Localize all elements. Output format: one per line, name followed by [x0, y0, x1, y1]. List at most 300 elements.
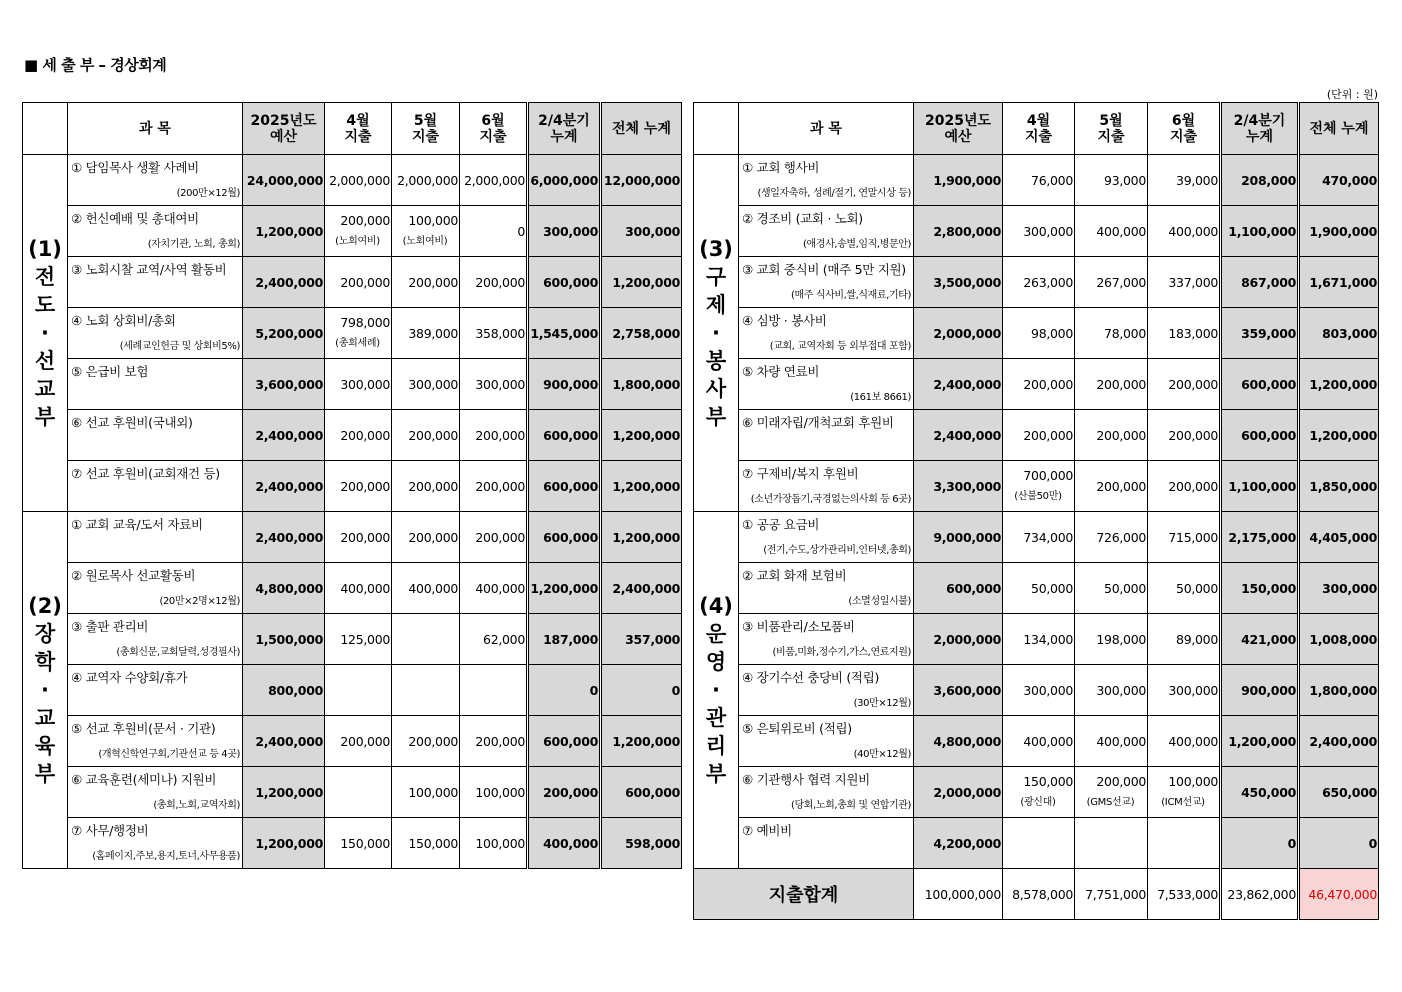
table-row [23, 359, 682, 410]
apr-cell: 76,000 [1003, 155, 1075, 206]
department-char: 운 [705, 622, 727, 646]
item-cell [68, 818, 243, 869]
total-cell: 1,800,000 [601, 359, 682, 410]
total-cell: 1,800,000 [1299, 665, 1379, 716]
item-cell [68, 155, 243, 206]
jun-cell: 100,000 [460, 818, 528, 869]
jun-cell: 200,000 [460, 512, 528, 563]
may-cell: 200,000 [1075, 359, 1148, 410]
jun-cell: 200,000 [1148, 359, 1221, 410]
jun-cell [1148, 818, 1221, 869]
item-cell [739, 410, 914, 461]
may-cell: 200,000 [1075, 461, 1148, 512]
may-cell: 400,000 [392, 563, 460, 614]
item-cell [68, 359, 243, 410]
apr-cell: 125,000 [325, 614, 392, 665]
total-cell: 300,000 [1299, 563, 1379, 614]
total-cell: 650,000 [1299, 767, 1379, 818]
budget-cell: 5,200,000 [243, 308, 325, 359]
may-cell: 400,000 [1075, 206, 1148, 257]
total-cell: 803,000 [1299, 308, 1379, 359]
header-may-line1: 5월 [413, 112, 438, 129]
table-row [694, 767, 1379, 818]
q2-cell: 1,200,000 [528, 563, 601, 614]
header-row [694, 103, 1379, 155]
jun-cell: 200,000 [460, 716, 528, 767]
q2-cell: 200,000 [528, 767, 601, 818]
item-name: ⑦ 선교 후원비(교회재건 등) [71, 466, 220, 481]
header-jun-line2: 지출 [479, 128, 507, 145]
may-cell: 267,000 [1075, 257, 1148, 308]
grand-total-budget: 100,000,000 [914, 869, 1003, 920]
item-cell [68, 206, 243, 257]
item-note: (200만×12월) [176, 188, 240, 199]
total-cell: 600,000 [601, 767, 682, 818]
q2-cell: 359,000 [1221, 308, 1299, 359]
department-char: 전 [34, 265, 56, 289]
budget-cell: 1,900,000 [914, 155, 1003, 206]
item-cell [739, 257, 914, 308]
may-cell: 300,000 [1075, 665, 1148, 716]
may-cell: 150,000 [392, 818, 460, 869]
apr-cell: 400,000 [325, 563, 392, 614]
department-char: 관 [705, 706, 727, 730]
jun-cell [460, 665, 528, 716]
may-cell: 200,000 [392, 512, 460, 563]
apr-cell: 263,000 [1003, 257, 1075, 308]
may-cell [392, 614, 460, 665]
item-cell [68, 563, 243, 614]
apr-cell: 400,000 [1003, 716, 1075, 767]
header-q2 [528, 103, 601, 155]
header-apr-line1: 4월 [346, 112, 370, 129]
header-apr [1003, 103, 1075, 155]
header-jun-line1: 6월 [481, 112, 505, 129]
apr-cell: 200,000 [325, 512, 392, 563]
header-jun-line1: 6월 [1171, 112, 1196, 129]
may-cell-note: (GMS선교) [1086, 796, 1135, 808]
item-name: ④ 노회 상회비/총회 [71, 313, 176, 328]
total-cell: 1,200,000 [601, 410, 682, 461]
table-row [694, 308, 1379, 359]
jun-cell: 400,000 [460, 563, 528, 614]
apr-cell: 200,000 [325, 410, 392, 461]
total-cell: 598,000 [601, 818, 682, 869]
q2-cell: 0 [1221, 818, 1299, 869]
may-cell: 400,000 [1075, 716, 1148, 767]
header-item: 과 목 [739, 103, 914, 155]
q2-cell: 2,175,000 [1221, 512, 1299, 563]
header-may-line2: 지출 [411, 128, 440, 145]
jun-cell: 358,000 [460, 308, 528, 359]
total-cell: 2,400,000 [601, 563, 682, 614]
item-name: ① 교회 행사비 [742, 160, 820, 175]
header-budget-line1: 2025년도 [250, 112, 317, 129]
table-row [23, 155, 682, 206]
apr-cell-value: 798,000 [340, 314, 390, 330]
q2-cell: 1,545,000 [528, 308, 601, 359]
department-char: · [41, 678, 49, 702]
jun-cell: 39,000 [1148, 155, 1221, 206]
budget-cell: 3,500,000 [914, 257, 1003, 308]
apr-cell: 200,000 [325, 257, 392, 308]
grand-total-jun: 7,533,000 [1148, 869, 1221, 920]
item-note: (161보 8661) [850, 392, 911, 403]
department-char: 봉 [705, 349, 727, 373]
item-name: ② 원로목사 선교활동비 [71, 568, 196, 583]
budget-cell: 2,400,000 [243, 257, 325, 308]
may-cell [1075, 818, 1148, 869]
apr-cell: 300,000 [1003, 665, 1075, 716]
table-row [23, 614, 682, 665]
budget-cell: 2,000,000 [914, 614, 1003, 665]
department-char: 부 [705, 405, 727, 429]
budget-cell: 2,800,000 [914, 206, 1003, 257]
department-char: 부 [34, 762, 56, 786]
item-cell [68, 512, 243, 563]
total-cell: 300,000 [601, 206, 682, 257]
item-name: ② 헌신예배 및 총대여비 [71, 211, 199, 226]
header-apr-line2: 지출 [344, 128, 372, 145]
total-cell: 4,405,000 [1299, 512, 1379, 563]
header-jun-line2: 지출 [1169, 128, 1198, 145]
apr-cell: 200,000 [1003, 410, 1075, 461]
jun-cell [1148, 767, 1221, 818]
may-cell: 200,000 [392, 461, 460, 512]
grand-total-total: 46,470,000 [1299, 869, 1379, 920]
header-apr-line1: 4월 [1026, 112, 1051, 129]
apr-cell: 2,000,000 [325, 155, 392, 206]
table-row [23, 512, 682, 563]
total-cell: 1,900,000 [1299, 206, 1379, 257]
item-cell [68, 308, 243, 359]
q2-cell: 400,000 [528, 818, 601, 869]
department-char: 교 [34, 706, 56, 730]
header-q2-line1: 2/4분기 [538, 112, 590, 129]
jun-cell: 2,000,000 [460, 155, 528, 206]
grand-total-row [694, 869, 1379, 920]
table-row [694, 359, 1379, 410]
budget-cell: 2,400,000 [914, 410, 1003, 461]
may-cell [392, 206, 460, 257]
item-name: ⑥ 선교 후원비(국내외) [71, 415, 193, 430]
apr-cell-note: (광신대) [1020, 796, 1056, 808]
item-cell [739, 716, 914, 767]
apr-cell: 50,000 [1003, 563, 1075, 614]
item-note: (전기,수도,상가관리비,인터넷,총회) [763, 545, 911, 556]
header-may-line2: 지출 [1097, 128, 1125, 145]
jun-cell: 200,000 [1148, 410, 1221, 461]
item-note: (소멸성일시불) [848, 596, 911, 607]
item-name: ④ 장기수선 충당비 (적립) [742, 670, 880, 685]
table-row [23, 767, 682, 818]
item-note: (홈페이지,주보,용지,토너,사무용품) [92, 851, 240, 862]
budget-cell: 24,000,000 [243, 155, 325, 206]
department-char: · [712, 678, 720, 702]
header-q2 [1221, 103, 1299, 155]
apr-cell: 300,000 [325, 359, 392, 410]
q2-cell: 600,000 [528, 716, 601, 767]
may-cell: 200,000 [392, 257, 460, 308]
item-name: ⑥ 미래자립/개척교회 후원비 [742, 415, 894, 430]
item-name: ⑤ 은급비 보험 [71, 364, 149, 379]
table-row [23, 257, 682, 308]
item-note: (세례교인헌금 및 상회비5%) [119, 341, 240, 352]
header-item: 과 목 [68, 103, 243, 155]
total-cell: 2,400,000 [1299, 716, 1379, 767]
jun-cell: 300,000 [1148, 665, 1221, 716]
may-cell: 726,000 [1075, 512, 1148, 563]
q2-cell: 300,000 [528, 206, 601, 257]
budget-cell: 2,400,000 [914, 359, 1003, 410]
jun-cell: 200,000 [460, 410, 528, 461]
unit-label: (단위 : 원) [1326, 88, 1378, 101]
item-cell [739, 614, 914, 665]
header-may [1075, 103, 1148, 155]
total-cell: 1,008,000 [1299, 614, 1379, 665]
budget-cell: 2,400,000 [243, 512, 325, 563]
budget-cell: 600,000 [914, 563, 1003, 614]
header-budget-line2: 예산 [944, 128, 972, 145]
may-cell: 2,000,000 [392, 155, 460, 206]
jun-cell: 337,000 [1148, 257, 1221, 308]
budget-cell: 2,000,000 [914, 767, 1003, 818]
item-note: (총회,노회,교역자회) [153, 800, 240, 811]
item-note: (자치기관, 노회, 총회) [147, 239, 240, 250]
table-row [694, 512, 1379, 563]
header-apr [325, 103, 392, 155]
header-dept-blank [694, 103, 739, 155]
jun-cell: 200,000 [460, 257, 528, 308]
item-cell [739, 665, 914, 716]
may-cell [1075, 767, 1148, 818]
jun-cell: 400,000 [1148, 716, 1221, 767]
may-cell: 300,000 [392, 359, 460, 410]
department-char: · [41, 321, 49, 345]
apr-cell: 200,000 [1003, 359, 1075, 410]
item-cell [68, 716, 243, 767]
q2-cell: 0 [528, 665, 601, 716]
item-name: ⑤ 은퇴위로비 (적립) [742, 721, 852, 736]
may-cell: 78,000 [1075, 308, 1148, 359]
table-row [694, 563, 1379, 614]
item-name: ③ 노회시찰 교역/사역 활동비 [71, 262, 227, 277]
department-char: 장 [34, 622, 56, 646]
budget-cell: 1,200,000 [243, 206, 325, 257]
table-row [694, 410, 1379, 461]
item-name: ④ 교역자 수양회/휴가 [71, 670, 188, 685]
q2-cell: 900,000 [528, 359, 601, 410]
total-cell: 1,200,000 [601, 461, 682, 512]
item-note: (개혁신학연구회,기관선교 등 4곳) [98, 749, 240, 760]
item-name: ⑤ 차량 연료비 [742, 364, 820, 379]
q2-cell: 600,000 [1221, 359, 1299, 410]
budget-cell: 4,800,000 [243, 563, 325, 614]
item-note: (40만×12월) [853, 749, 911, 760]
item-note: (비품,미화,정수기,가스,연료지원) [772, 647, 911, 658]
table-row [694, 818, 1379, 869]
apr-cell: 300,000 [1003, 206, 1075, 257]
jun-cell: 50,000 [1148, 563, 1221, 614]
department-label [694, 155, 739, 512]
apr-cell-value: 700,000 [1023, 467, 1073, 483]
department-char: 구 [705, 265, 727, 289]
item-name: ③ 비품관리/소모품비 [742, 619, 855, 634]
table-row [23, 716, 682, 767]
department-char: 부 [34, 405, 56, 429]
may-cell-value: 100,000 [408, 212, 458, 228]
jun-cell: 400,000 [1148, 206, 1221, 257]
department-char: 학 [34, 650, 56, 674]
grand-total-may: 7,751,000 [1075, 869, 1148, 920]
budget-cell: 2,400,000 [243, 716, 325, 767]
apr-cell-note: (총회세례) [335, 337, 380, 349]
budget-cell: 2,000,000 [914, 308, 1003, 359]
header-may [392, 103, 460, 155]
q2-cell: 600,000 [528, 461, 601, 512]
total-cell: 1,200,000 [1299, 359, 1379, 410]
q2-cell: 600,000 [528, 257, 601, 308]
total-cell: 1,200,000 [601, 716, 682, 767]
header-budget [914, 103, 1003, 155]
apr-cell: 98,000 [1003, 308, 1075, 359]
grand-total-q2: 23,862,000 [1221, 869, 1299, 920]
item-name: ① 공공 요금비 [742, 517, 820, 532]
header-total: 전체 누계 [601, 103, 682, 155]
right-ledger-table [693, 102, 1379, 920]
total-cell: 0 [1299, 818, 1379, 869]
item-name: ③ 교회 중식비 (매주 5만 지원) [742, 262, 906, 277]
may-cell: 389,000 [392, 308, 460, 359]
q2-cell: 600,000 [528, 512, 601, 563]
item-name: ④ 심방 · 봉사비 [742, 313, 827, 328]
department-char: 사 [705, 377, 727, 401]
jun-cell-note: (ICM선교) [1161, 796, 1205, 808]
total-cell: 0 [601, 665, 682, 716]
department-char: (2) [28, 594, 62, 618]
left-ledger-table [22, 102, 682, 869]
q2-cell: 1,100,000 [1221, 206, 1299, 257]
jun-cell: 183,000 [1148, 308, 1221, 359]
jun-cell: 715,000 [1148, 512, 1221, 563]
header-q2-line2: 누계 [550, 128, 578, 145]
apr-cell [1003, 767, 1075, 818]
table-row [23, 410, 682, 461]
item-note: (애경사,송별,임직,병문안) [803, 239, 911, 250]
item-name: ② 경조비 (교회 · 노회) [742, 211, 863, 226]
header-budget-line1: 2025년도 [924, 112, 991, 129]
header-jun [1148, 103, 1221, 155]
department-char: (3) [699, 237, 733, 261]
department-char: 제 [705, 293, 727, 317]
apr-cell [325, 767, 392, 818]
item-cell [739, 818, 914, 869]
item-name: ③ 출판 관리비 [71, 619, 149, 634]
may-cell: 200,000 [392, 716, 460, 767]
apr-cell-value: 150,000 [1023, 773, 1073, 789]
table-row [694, 614, 1379, 665]
item-name: ① 교회 교육/도서 자료비 [71, 517, 203, 532]
item-cell [739, 461, 914, 512]
budget-cell: 3,600,000 [914, 665, 1003, 716]
table-row [23, 206, 682, 257]
item-name: ① 담임목사 생활 사례비 [71, 160, 199, 175]
item-note: (30만×12월) [853, 698, 911, 709]
q2-cell: 1,200,000 [1221, 716, 1299, 767]
header-budget [243, 103, 325, 155]
item-cell [68, 665, 243, 716]
budget-cell: 3,600,000 [243, 359, 325, 410]
total-cell: 357,000 [601, 614, 682, 665]
department-char: 선 [34, 349, 56, 373]
department-char: 육 [34, 734, 56, 758]
q2-cell: 900,000 [1221, 665, 1299, 716]
q2-cell: 187,000 [528, 614, 601, 665]
q2-cell: 600,000 [1221, 410, 1299, 461]
item-cell [739, 512, 914, 563]
item-name: ⑦ 예비비 [742, 823, 792, 838]
budget-cell: 3,300,000 [914, 461, 1003, 512]
item-cell [739, 308, 914, 359]
item-name: ⑦ 구제비/복지 후원비 [742, 466, 859, 481]
item-note: (매주 식사비,쌀,식재료,기타) [791, 290, 911, 301]
apr-cell-note: (산불50만) [1014, 490, 1062, 502]
table-row [23, 665, 682, 716]
table-row [23, 461, 682, 512]
department-label [694, 512, 739, 869]
may-cell: 50,000 [1075, 563, 1148, 614]
header-jun [460, 103, 528, 155]
item-note: (20만×2명×12월) [159, 596, 240, 607]
department-char: 리 [705, 734, 727, 758]
table-row [694, 155, 1379, 206]
item-cell [68, 410, 243, 461]
item-note: (교회, 교역자회 등 외부접대 포함) [769, 341, 911, 352]
item-name: ② 교회 화재 보험비 [742, 568, 847, 583]
jun-cell: 300,000 [460, 359, 528, 410]
item-name: ⑥ 교육훈련(세미나) 지원비 [71, 772, 217, 787]
item-name: ⑥ 기관행사 협력 지원비 [742, 772, 870, 787]
apr-cell-value: 200,000 [340, 212, 390, 228]
may-cell: 200,000 [1075, 410, 1148, 461]
budget-cell: 4,200,000 [914, 818, 1003, 869]
table-row [694, 206, 1379, 257]
q2-cell: 1,100,000 [1221, 461, 1299, 512]
q2-cell: 600,000 [528, 410, 601, 461]
table-row [23, 563, 682, 614]
item-cell [68, 614, 243, 665]
department-label [23, 512, 68, 869]
item-name: ⑦ 사무/행정비 [71, 823, 149, 838]
item-cell [739, 155, 914, 206]
department-char: (1) [28, 237, 62, 261]
total-cell: 1,200,000 [601, 512, 682, 563]
apr-cell: 134,000 [1003, 614, 1075, 665]
department-char: 교 [34, 377, 56, 401]
jun-cell: 200,000 [1148, 461, 1221, 512]
item-note: (총회신문,교회달력,성경필사) [116, 647, 240, 658]
apr-cell: 200,000 [325, 461, 392, 512]
item-cell [68, 257, 243, 308]
apr-cell [1003, 818, 1075, 869]
item-note: (생일자축하, 성례/절기, 연말시상 등) [757, 188, 911, 199]
jun-cell: 200,000 [460, 461, 528, 512]
q2-cell: 150,000 [1221, 563, 1299, 614]
may-cell: 100,000 [392, 767, 460, 818]
header-q2-line2: 누계 [1245, 128, 1274, 145]
budget-cell: 800,000 [243, 665, 325, 716]
may-cell: 93,000 [1075, 155, 1148, 206]
